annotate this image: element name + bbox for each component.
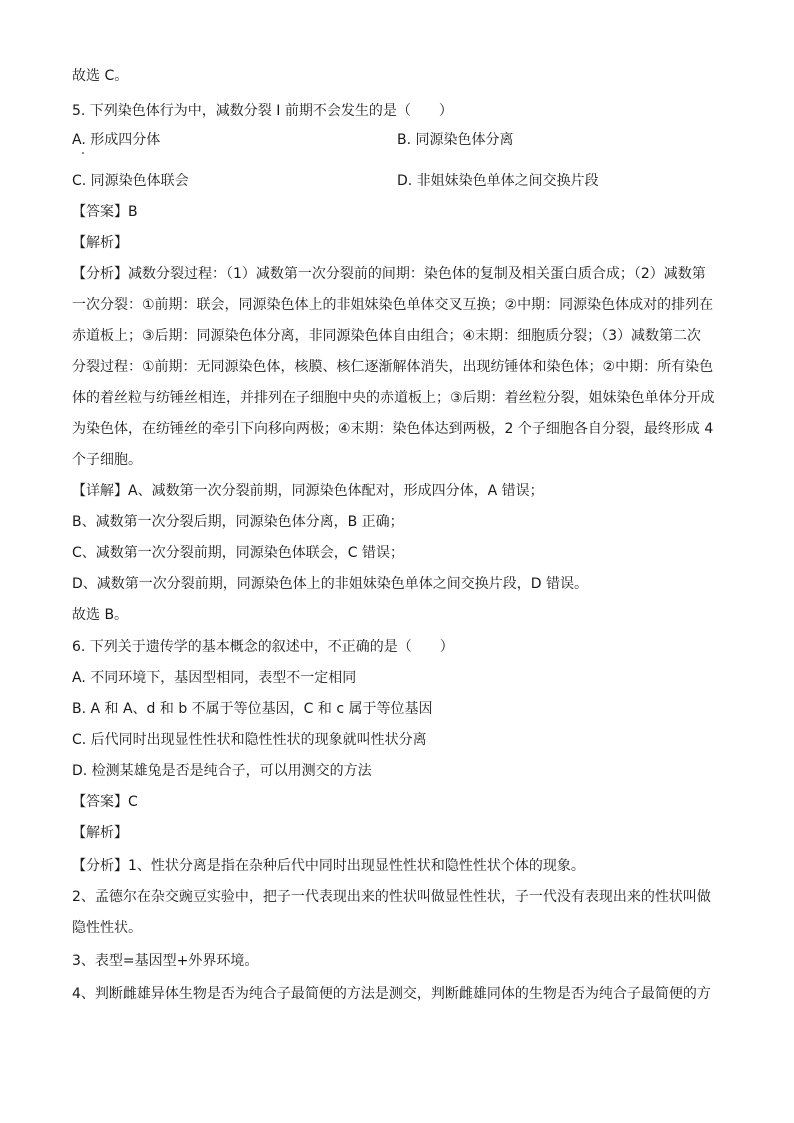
fenxi-text: 1、性状分离是指在杂种后代中同时出现显性性状和隐性性状个体的现象。 bbox=[128, 858, 585, 874]
q5-fenxi-line-2: 一次分裂：①前期：联会，同源染色体上的非姐妹染色单体交叉互换；②中期：同源染色体成对的排列在 bbox=[72, 297, 714, 313]
q6-option-c: C. 后代同时出现显性性状和隐性性状的现象就叫性状分离 bbox=[72, 732, 427, 748]
fenxi-label: 【分析】 bbox=[72, 266, 128, 282]
q5-fenxi-line-1 bbox=[72, 264, 706, 284]
q5-fenxi-line-5: 体的着丝粒与纺锤丝相连，并排列在子细胞中央的赤道板上；③后期：着丝粒分裂，姐妹染色单体分开成 bbox=[72, 390, 715, 406]
q6-stem: 6. 下列关于遗传学的基本概念的叙述中，不正确的是（ ） bbox=[72, 639, 454, 655]
q6-answer bbox=[72, 792, 138, 812]
q6-option-b: B. A 和 A、d 和 b 不属于等位基因，C 和 c 属于等位基因 bbox=[72, 701, 433, 717]
q5-conclusion: 故选 B。 bbox=[72, 607, 129, 623]
q6-fenxi-line-3: 隐性性状。 bbox=[72, 920, 142, 936]
q5-xiangjie-line-4: D、减数第一次分裂前期，同源染色体上的非姐妹染色单体之间交换片段，D 错误。 bbox=[72, 576, 589, 592]
fenxi-text: 减数分裂过程：（1）减数第一次分裂前的间期：染色体的复制及相关蛋白质合成；（2）减数第 bbox=[128, 266, 706, 282]
q5-xiangjie-line-2: B、减数第一次分裂后期，同源染色体分离，B 正确； bbox=[72, 514, 404, 530]
answer-label: 【答案】 bbox=[72, 794, 128, 810]
q6-fenxi-line-4: 3、表型=基因型+外界环境。 bbox=[72, 953, 259, 969]
answer-value: B bbox=[128, 204, 138, 220]
q5-answer bbox=[72, 202, 138, 222]
q5-fenxi-line-7: 个子细胞。 bbox=[72, 452, 142, 468]
q5-option-c: C. 同源染色体联会 bbox=[72, 173, 189, 189]
xiangjie-label: 【详解】 bbox=[72, 483, 128, 499]
q6-fenxi-line-1 bbox=[72, 856, 585, 876]
stray-dot bbox=[82, 152, 84, 154]
xiangjie-text: A、减数第一次分裂前期，同源染色体配对，形成四分体，A 错误； bbox=[128, 483, 544, 499]
q6-option-a: A. 不同环境下，基因型相同，表型不一定相同 bbox=[72, 670, 357, 686]
q5-option-a: A. 形成四分体 bbox=[72, 132, 161, 148]
q5-analysis-label: 【解析】 bbox=[72, 235, 128, 251]
answer-value: C bbox=[128, 794, 138, 810]
q5-xiangjie-line-3: C、减数第一次分裂前期，同源染色体联会，C 错误； bbox=[72, 545, 404, 561]
q5-fenxi-line-4: 分裂过程：①前期：无同源染色体，核膜、核仁逐渐解体消失，出现纺锤体和染色体；②中期：所有染色 bbox=[72, 359, 714, 375]
q5-fenxi-line-3: 赤道板上；③后期：同源染色体分离，非同源染色体自由组合；④末期：细胞质分裂；（3）减数第二次 bbox=[72, 328, 702, 344]
fenxi-label: 【分析】 bbox=[72, 858, 128, 874]
q5-fenxi-line-6: 为染色体，在纺锤丝的牵引下向移向两极；④末期：染色体达到两极，2 个子细胞各自分裂，最终形成 4 bbox=[72, 421, 714, 437]
answer-label: 【答案】 bbox=[72, 204, 128, 220]
q6-analysis-label: 【解析】 bbox=[72, 825, 128, 841]
q5-option-b: B. 同源染色体分离 bbox=[397, 132, 514, 148]
q5-option-d: D. 非姐妹染色单体之间交换片段 bbox=[397, 173, 599, 189]
q5-xiangjie-line-1 bbox=[72, 481, 544, 501]
q6-fenxi-line-5: 4、判断雌雄异体生物是否为纯合子最简便的方法是测交，判断雌雄同体的生物是否为纯合子最简便的方 bbox=[72, 986, 711, 1002]
q6-option-d: D. 检测某雄兔是否是纯合子，可以用测交的方法 bbox=[72, 763, 372, 779]
q5-stem: 5. 下列染色体行为中，减数分裂 I 前期不会发生的是（ ） bbox=[72, 103, 453, 119]
conclusion-prev: 故选 C。 bbox=[72, 68, 129, 84]
q6-fenxi-line-2: 2、孟德尔在杂交豌豆实验中，把子一代表现出来的性状叫做显性性状，子一代没有表现出来的性状叫做 bbox=[72, 889, 711, 905]
